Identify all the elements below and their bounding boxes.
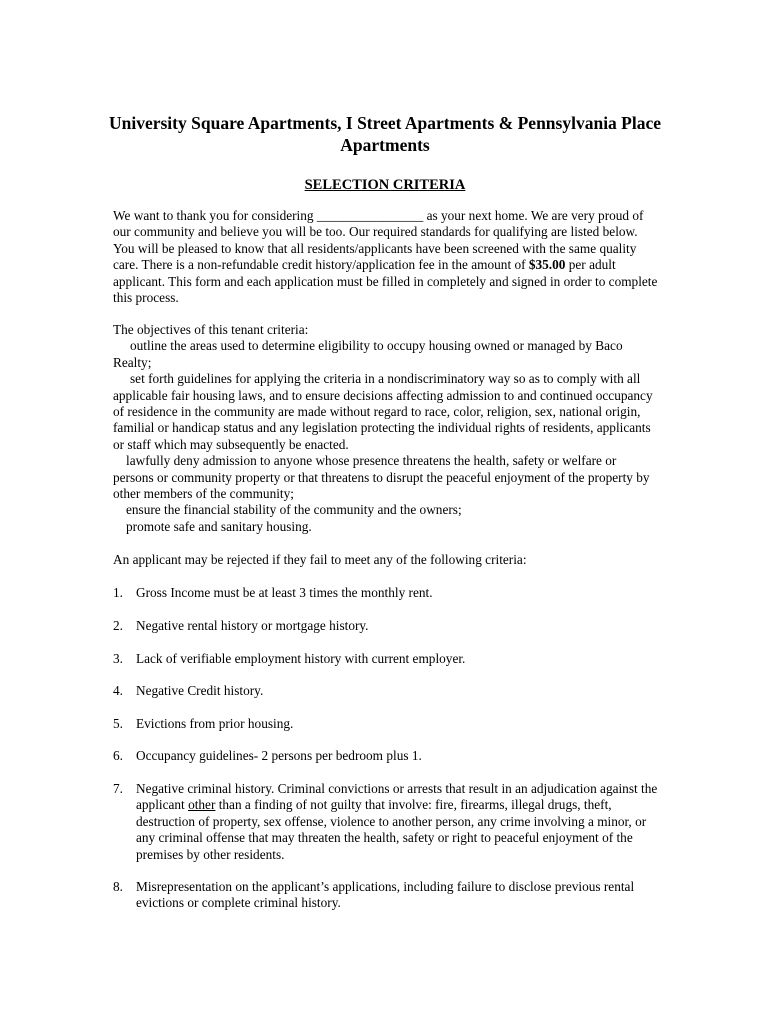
criteria-intro: An applicant may be rejected if they fail to meet any of the following criteria: xyxy=(113,552,527,567)
objective-item: ensure the financial stability of the community and the owners; xyxy=(126,502,462,518)
criteria-text-after: than a finding of not guilty that involve: fire, firearms, illegal drugs, theft, destruction of property, sex offense, violence to another person, any crime involving a minor, or any criminal offense that may threaten the health, safety or right to peaceful enjoyment of the premises by other residents. xyxy=(136,797,647,862)
criteria-number: 8. xyxy=(113,879,123,894)
criteria-item xyxy=(113,651,658,667)
criteria-item xyxy=(113,585,658,601)
criteria-number: 2. xyxy=(113,618,123,633)
objective-item: promote safe and sanitary housing. xyxy=(126,518,312,534)
criteria-text: Negative rental history or mortgage history. xyxy=(136,618,369,633)
criteria-text: Negative Credit history. xyxy=(136,683,264,698)
criteria-text xyxy=(136,781,658,863)
criteria-item xyxy=(113,781,658,863)
objective-item: lawfully deny admission to anyone whose presence threatens the health, safety or welfare or persons or community property or that threatens to disrupt the peaceful enjoyment of the property by other members of the community; xyxy=(113,453,650,502)
section-heading: SELECTION CRITERIA xyxy=(304,177,466,193)
criteria-item xyxy=(113,748,658,764)
criteria-text: Gross Income must be at least 3 times the monthly rent. xyxy=(136,585,433,600)
criteria-text-before: Negative criminal history. Criminal convictions or arrests that result in an adjudication against the applicant xyxy=(136,781,658,813)
criteria-number: 4. xyxy=(113,683,123,698)
criteria-number: 5. xyxy=(113,716,123,731)
intro-text-part2: per adult applicant. This form and each application must be filled in completely and signed in order to complete this process. xyxy=(113,257,658,306)
document-title: University Square Apartments, I Street Apartments & Pennsylvania Place Apartments xyxy=(108,113,662,155)
criteria-number: 3. xyxy=(113,651,123,666)
intro-paragraph xyxy=(113,208,658,306)
underlined-word: other xyxy=(188,797,216,813)
criteria-item xyxy=(113,879,658,912)
objective-item: outline the areas used to determine eligibility to occupy housing owned or managed by Baco Realty; xyxy=(113,338,623,370)
criteria-text: Occupancy guidelines- 2 persons per bedroom plus 1. xyxy=(136,748,422,763)
criteria-item xyxy=(113,683,658,699)
objective-item: set forth guidelines for applying the criteria in a nondiscriminatory way so as to comply with all applicable fair housing laws, and to ensure decisions affecting admission to and continued occupancy of residence in the community are made without regard to race, color, religion, sex, national origin, familial or handicap status and any legislation protecting the individual rights of residents, applicants or staff which may subsequently be enacted. xyxy=(113,371,653,452)
criteria-number: 7. xyxy=(113,781,123,796)
objectives-heading: The objectives of this tenant criteria: xyxy=(113,322,309,337)
criteria-text: Lack of verifiable employment history with current employer. xyxy=(136,651,466,666)
criteria-item xyxy=(113,716,658,732)
objectives-section xyxy=(113,322,658,535)
criteria-number: 1. xyxy=(113,585,123,600)
criteria-text: Misrepresentation on the applicant’s applications, including failure to disclose previous rental evictions or complete criminal history. xyxy=(136,879,635,911)
fee-amount: $35.00 xyxy=(528,257,566,273)
intro-text-part1: We want to thank you for considering ________________ as your next home. We are very proud of our community and believe you will be too. Our required standards for qualifying are listed below. You will be pleased to know that all residents/applicants have been screened with the same quality care. There is a non-refundable credit history/application fee in the amount of xyxy=(113,208,644,273)
criteria-item xyxy=(113,618,658,634)
criteria-text: Evictions from prior housing. xyxy=(136,716,294,731)
criteria-number: 6. xyxy=(113,748,123,763)
